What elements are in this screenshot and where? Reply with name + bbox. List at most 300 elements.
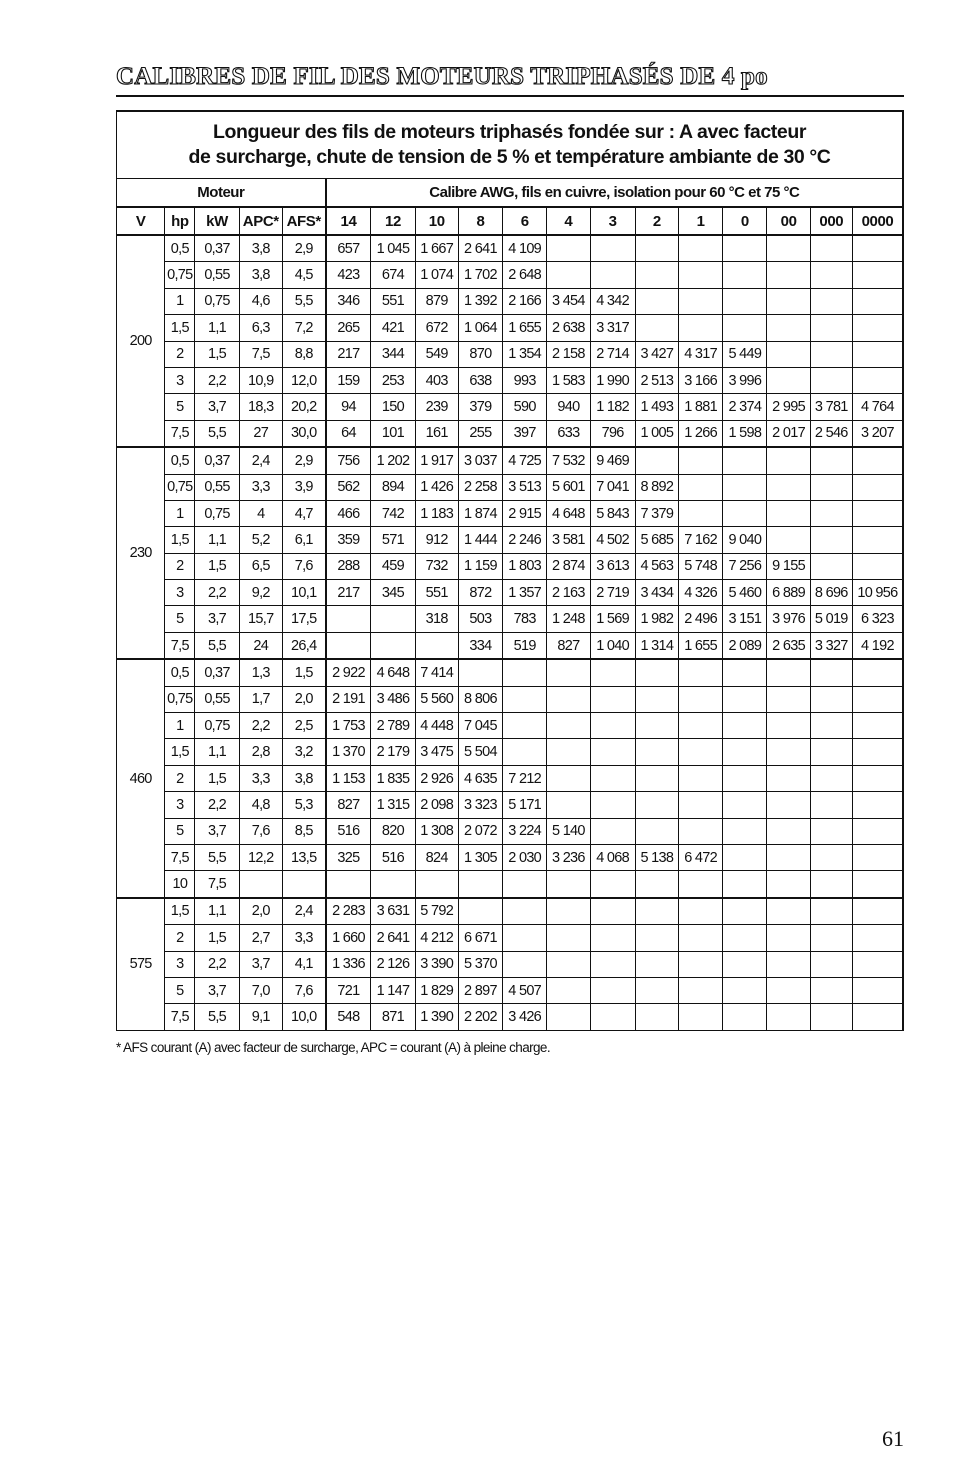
table-cell: 459 (371, 553, 415, 579)
table-cell (810, 898, 852, 925)
caption-line-1: Longueur des fils de moteurs triphasés fondée sur : A avec facteur (212, 121, 807, 143)
table-cell (852, 818, 903, 844)
table-cell (635, 713, 678, 739)
table-cell (635, 765, 678, 791)
table-cell: 1 803 (503, 553, 547, 579)
table-row (117, 553, 904, 579)
table-cell (635, 925, 678, 951)
table-cell: 2,9 (282, 235, 325, 262)
table-cell (723, 262, 767, 288)
table-cell: 7,2 (282, 315, 325, 341)
table-cell (635, 288, 678, 314)
table-cell: 5 019 (810, 606, 852, 632)
page-title: CALIBRES DE FIL DES MOTEURS TRIPHASÉS DE 4 po (116, 63, 768, 90)
table-cell (678, 474, 722, 500)
table-cell: 3,8 (239, 235, 282, 262)
table-cell: 2,4 (239, 447, 282, 474)
table-cell: 1 655 (678, 632, 722, 659)
table-cell: 756 (326, 447, 371, 474)
table-cell: 1,5 (195, 341, 239, 367)
table-cell: 0,37 (195, 447, 239, 474)
table-cell: 12,0 (282, 367, 325, 393)
caption-line-2: de surcharge, chute de tension de 5 % et température ambiante de 30 °C (188, 146, 831, 168)
table-cell (678, 659, 722, 686)
table-cell (326, 632, 371, 659)
table-cell: 2 163 (547, 580, 590, 606)
table-cell: 1,5 (165, 315, 195, 341)
table-cell (678, 951, 722, 977)
table-cell (852, 500, 903, 526)
table-cell: 820 (371, 818, 415, 844)
table-cell: 4,5 (282, 262, 325, 288)
table-cell: 4,7 (282, 500, 325, 526)
table-cell (810, 527, 852, 553)
table-cell (678, 235, 722, 262)
table-cell: 1 917 (415, 447, 458, 474)
table-cell (767, 447, 810, 474)
table-cell: 1,1 (195, 527, 239, 553)
table-cell: 94 (326, 394, 371, 420)
column-header: 3 (590, 207, 635, 235)
table-cell (767, 925, 810, 951)
table-cell: 5,3 (282, 792, 325, 818)
voltage-group-460 (117, 659, 904, 898)
table-cell: 30,0 (282, 420, 325, 447)
table-cell: 2 995 (767, 394, 810, 420)
table-row (117, 977, 904, 1003)
table-cell: 0,75 (165, 262, 195, 288)
table-cell: 571 (371, 527, 415, 553)
table-cell: 1 829 (415, 977, 458, 1003)
table-cell: 3 207 (852, 420, 903, 447)
table-cell: 26,4 (282, 632, 325, 659)
table-cell: 2 897 (458, 977, 502, 1003)
table-cell: 5 843 (590, 500, 635, 526)
voltage-group-200 (117, 235, 904, 447)
table-cell (810, 977, 852, 1003)
table-cell: 161 (415, 420, 458, 447)
table-cell: 12,2 (239, 844, 282, 870)
table-cell: 253 (371, 367, 415, 393)
table-cell: 379 (458, 394, 502, 420)
table-cell (810, 474, 852, 500)
table-cell: 6 323 (852, 606, 903, 632)
table-cell: 3 454 (547, 288, 590, 314)
table-cell (371, 606, 415, 632)
table-cell: 10,1 (282, 580, 325, 606)
table-cell: 217 (326, 580, 371, 606)
table-cell: 3 581 (547, 527, 590, 553)
table-cell (852, 686, 903, 712)
table-cell: 674 (371, 262, 415, 288)
table-cell: 7 379 (635, 500, 678, 526)
table-cell: 9 155 (767, 553, 810, 579)
column-header: AFS* (282, 207, 325, 235)
table-cell (767, 792, 810, 818)
table-cell: 1 266 (678, 420, 722, 447)
table-row (117, 341, 904, 367)
table-cell: 2 283 (326, 898, 371, 925)
table-cell (810, 925, 852, 951)
table-cell (635, 792, 678, 818)
table-cell: 2 719 (590, 580, 635, 606)
table-cell (810, 235, 852, 262)
table-cell: 4,8 (239, 792, 282, 818)
table-cell: 1 (165, 500, 195, 526)
table-cell: 3 327 (810, 632, 852, 659)
table-cell: 940 (547, 394, 590, 420)
table-cell: 2 030 (503, 844, 547, 870)
table-cell: 3,7 (239, 951, 282, 977)
table-cell: 3 486 (371, 686, 415, 712)
table-cell: 5 (165, 606, 195, 632)
table-cell: 150 (371, 394, 415, 420)
column-header: APC* (239, 207, 282, 235)
table-cell: 1 655 (503, 315, 547, 341)
table-cell: 3 434 (635, 580, 678, 606)
table-cell: 4 342 (590, 288, 635, 314)
table-cell: 0,75 (195, 288, 239, 314)
table-cell (723, 713, 767, 739)
table-cell: 4 (239, 500, 282, 526)
table-cell: 17,5 (282, 606, 325, 632)
table-cell (810, 765, 852, 791)
table-cell: 7,5 (165, 1004, 195, 1030)
table-cell: 672 (415, 315, 458, 341)
table-cell: 1 308 (415, 818, 458, 844)
table-cell (723, 844, 767, 870)
table-cell: 1 569 (590, 606, 635, 632)
table-cell: 1,5 (165, 527, 195, 553)
table-cell (767, 818, 810, 844)
table-cell (635, 447, 678, 474)
table-cell: 5,5 (195, 1004, 239, 1030)
table-cell: 871 (371, 1004, 415, 1030)
table-cell: 5,5 (282, 288, 325, 314)
table-cell (678, 713, 722, 739)
table-cell (635, 898, 678, 925)
table-cell (547, 898, 590, 925)
table-cell: 516 (326, 818, 371, 844)
table-row (117, 925, 904, 951)
table-cell: 3 (165, 580, 195, 606)
table-cell: 0,55 (195, 474, 239, 500)
table-cell: 9,2 (239, 580, 282, 606)
table-cell: 255 (458, 420, 502, 447)
table-cell: 3,9 (282, 474, 325, 500)
table-cell: 0,37 (195, 235, 239, 262)
table-cell: 742 (371, 500, 415, 526)
table-row (117, 527, 904, 553)
table-row (117, 606, 904, 632)
column-header: 2 (635, 207, 678, 235)
table-cell: 7 414 (415, 659, 458, 686)
table-cell (852, 898, 903, 925)
voltage-cell: 230 (117, 447, 165, 659)
table-cell (767, 713, 810, 739)
table-cell: 2 789 (371, 713, 415, 739)
table-cell: 1 354 (503, 341, 547, 367)
table-cell: 7 532 (547, 447, 590, 474)
table-cell: 2,4 (282, 898, 325, 925)
table-cell: 5 370 (458, 951, 502, 977)
table-cell (547, 925, 590, 951)
table-cell (810, 844, 852, 870)
table-cell: 423 (326, 262, 371, 288)
table-cell (458, 659, 502, 686)
table-cell (590, 686, 635, 712)
table-cell (547, 871, 590, 898)
table-cell: 7,6 (239, 818, 282, 844)
table-cell: 1 159 (458, 553, 502, 579)
table-cell: 3,3 (239, 474, 282, 500)
table-cell (678, 739, 722, 765)
table-cell: 5,5 (195, 420, 239, 447)
table-cell (678, 792, 722, 818)
table-cell (723, 500, 767, 526)
table-cell: 359 (326, 527, 371, 553)
table-cell: 345 (371, 580, 415, 606)
table-cell: 3,8 (239, 262, 282, 288)
table-cell: 0,75 (195, 713, 239, 739)
table-cell (590, 262, 635, 288)
table-cell: 4 563 (635, 553, 678, 579)
table-cell: 7,6 (282, 977, 325, 1003)
table-cell (810, 367, 852, 393)
table-cell (852, 739, 903, 765)
table-row (117, 765, 904, 791)
column-header: 00 (767, 207, 810, 235)
table-cell (723, 925, 767, 951)
table-cell: 549 (415, 341, 458, 367)
table-cell (852, 844, 903, 870)
table-cell: 2 374 (723, 394, 767, 420)
table-cell: 5 449 (723, 341, 767, 367)
table-cell: 3 513 (503, 474, 547, 500)
table-cell: 1 064 (458, 315, 502, 341)
table-row (117, 871, 904, 898)
table-cell (503, 925, 547, 951)
table-cell (723, 977, 767, 1003)
table-cell: 3 631 (371, 898, 415, 925)
table-cell (723, 792, 767, 818)
page-number: 61 (882, 1426, 904, 1451)
table-row (117, 474, 904, 500)
table-cell (810, 341, 852, 367)
table-cell: 5 171 (503, 792, 547, 818)
column-header: 0000 (852, 207, 903, 235)
table-cell (767, 367, 810, 393)
table-cell (723, 474, 767, 500)
table-cell: 4 507 (503, 977, 547, 1003)
table-row (117, 420, 904, 447)
table-cell: 8,8 (282, 341, 325, 367)
table-cell: 6,5 (239, 553, 282, 579)
table-cell (852, 447, 903, 474)
table-cell: 5 504 (458, 739, 502, 765)
table-cell: 101 (371, 420, 415, 447)
table-cell (767, 341, 810, 367)
table-cell: 7,5 (195, 871, 239, 898)
voltage-cell: 460 (117, 659, 165, 898)
table-cell (852, 553, 903, 579)
table-cell: 5 (165, 818, 195, 844)
table-cell (590, 951, 635, 977)
table-cell (767, 844, 810, 870)
table-cell: 7,5 (165, 420, 195, 447)
table-cell: 1,7 (239, 686, 282, 712)
table-cell (767, 527, 810, 553)
table-cell: 2,8 (239, 739, 282, 765)
table-cell: 10,0 (282, 1004, 325, 1030)
table-cell (678, 447, 722, 474)
table-cell (767, 951, 810, 977)
table-cell (852, 1004, 903, 1030)
table-cell: 3 (165, 951, 195, 977)
table-cell: 1 370 (326, 739, 371, 765)
table-cell: 6,3 (239, 315, 282, 341)
table-cell (503, 739, 547, 765)
table-cell: 0,37 (195, 659, 239, 686)
table-cell (810, 818, 852, 844)
table-cell: 879 (415, 288, 458, 314)
table-cell: 3 224 (503, 818, 547, 844)
table-row (117, 951, 904, 977)
table-cell: 2 874 (547, 553, 590, 579)
table-cell: 1 305 (458, 844, 502, 870)
table-cell: 4 212 (415, 925, 458, 951)
table-cell: 7,6 (282, 553, 325, 579)
table-cell: 551 (415, 580, 458, 606)
table-cell (767, 262, 810, 288)
table-cell (723, 951, 767, 977)
table-cell: 872 (458, 580, 502, 606)
table-cell: 3 781 (810, 394, 852, 420)
table-cell: 2 166 (503, 288, 547, 314)
table-cell: 1 315 (371, 792, 415, 818)
table-row (117, 632, 904, 659)
table-cell (503, 898, 547, 925)
table-caption (117, 111, 904, 179)
table-cell: 3,2 (282, 739, 325, 765)
table-cell: 2 126 (371, 951, 415, 977)
table-cell: 1 702 (458, 262, 502, 288)
table-cell: 657 (326, 235, 371, 262)
table-cell: 2 017 (767, 420, 810, 447)
table-cell: 1 426 (415, 474, 458, 500)
table-row (117, 580, 904, 606)
table-cell (810, 713, 852, 739)
table-cell: 2,0 (239, 898, 282, 925)
table-cell (723, 871, 767, 898)
table-cell: 993 (503, 367, 547, 393)
table-cell (767, 500, 810, 526)
table-cell (723, 288, 767, 314)
table-cell: 3 976 (767, 606, 810, 632)
table-cell (590, 713, 635, 739)
table-cell: 3,7 (195, 606, 239, 632)
table-cell (852, 659, 903, 686)
table-row (117, 394, 904, 420)
table-cell: 1 183 (415, 500, 458, 526)
table-cell: 6,1 (282, 527, 325, 553)
table-cell: 2 496 (678, 606, 722, 632)
table-cell (767, 288, 810, 314)
table-cell (723, 765, 767, 791)
table-cell: 2 072 (458, 818, 502, 844)
table-cell: 3 151 (723, 606, 767, 632)
table-cell: 346 (326, 288, 371, 314)
table-cell: 519 (503, 632, 547, 659)
table-cell: 5 140 (547, 818, 590, 844)
table-cell (767, 686, 810, 712)
table-cell: 288 (326, 553, 371, 579)
table-cell (678, 686, 722, 712)
voltage-group-230 (117, 447, 904, 659)
table-cell: 2 (165, 553, 195, 579)
table-cell: 3,3 (282, 925, 325, 951)
table-row (117, 447, 904, 474)
table-cell: 4 725 (503, 447, 547, 474)
table-cell (852, 951, 903, 977)
table-cell (678, 871, 722, 898)
table-cell: 827 (326, 792, 371, 818)
table-cell: 9 469 (590, 447, 635, 474)
table-cell (767, 739, 810, 765)
motor-group-header: Moteur (117, 179, 326, 208)
table-cell: 5 138 (635, 844, 678, 870)
table-cell: 1,1 (195, 898, 239, 925)
table-row (117, 500, 904, 526)
table-cell: 912 (415, 527, 458, 553)
table-cell (852, 474, 903, 500)
table-cell: 24 (239, 632, 282, 659)
table-cell: 7,5 (165, 632, 195, 659)
voltage-cell: 575 (117, 898, 165, 1030)
table-cell: 1 667 (415, 235, 458, 262)
table-cell (852, 341, 903, 367)
table-cell (852, 713, 903, 739)
table-cell (503, 686, 547, 712)
table-cell: 8 892 (635, 474, 678, 500)
table-cell (723, 447, 767, 474)
table-cell: 8 806 (458, 686, 502, 712)
table-cell: 0,75 (165, 686, 195, 712)
table-cell: 3 037 (458, 447, 502, 474)
table-cell (590, 1004, 635, 1030)
table-cell: 796 (590, 420, 635, 447)
table-cell: 4 192 (852, 632, 903, 659)
table-row (117, 367, 904, 393)
table-cell: 2 922 (326, 659, 371, 686)
table-cell: 1 202 (371, 447, 415, 474)
table-cell (371, 871, 415, 898)
voltage-cell: 200 (117, 235, 165, 447)
table-cell (810, 500, 852, 526)
table-cell (723, 818, 767, 844)
table-cell: 3 613 (590, 553, 635, 579)
table-cell: 1 147 (371, 977, 415, 1003)
table-cell (458, 871, 502, 898)
table-cell: 0,75 (195, 500, 239, 526)
table-cell (590, 977, 635, 1003)
table-cell: 4 648 (547, 500, 590, 526)
table-cell (723, 235, 767, 262)
column-header: V (117, 207, 165, 235)
table-cell: 1,3 (239, 659, 282, 686)
table-cell: 2 246 (503, 527, 547, 553)
table-cell: 503 (458, 606, 502, 632)
